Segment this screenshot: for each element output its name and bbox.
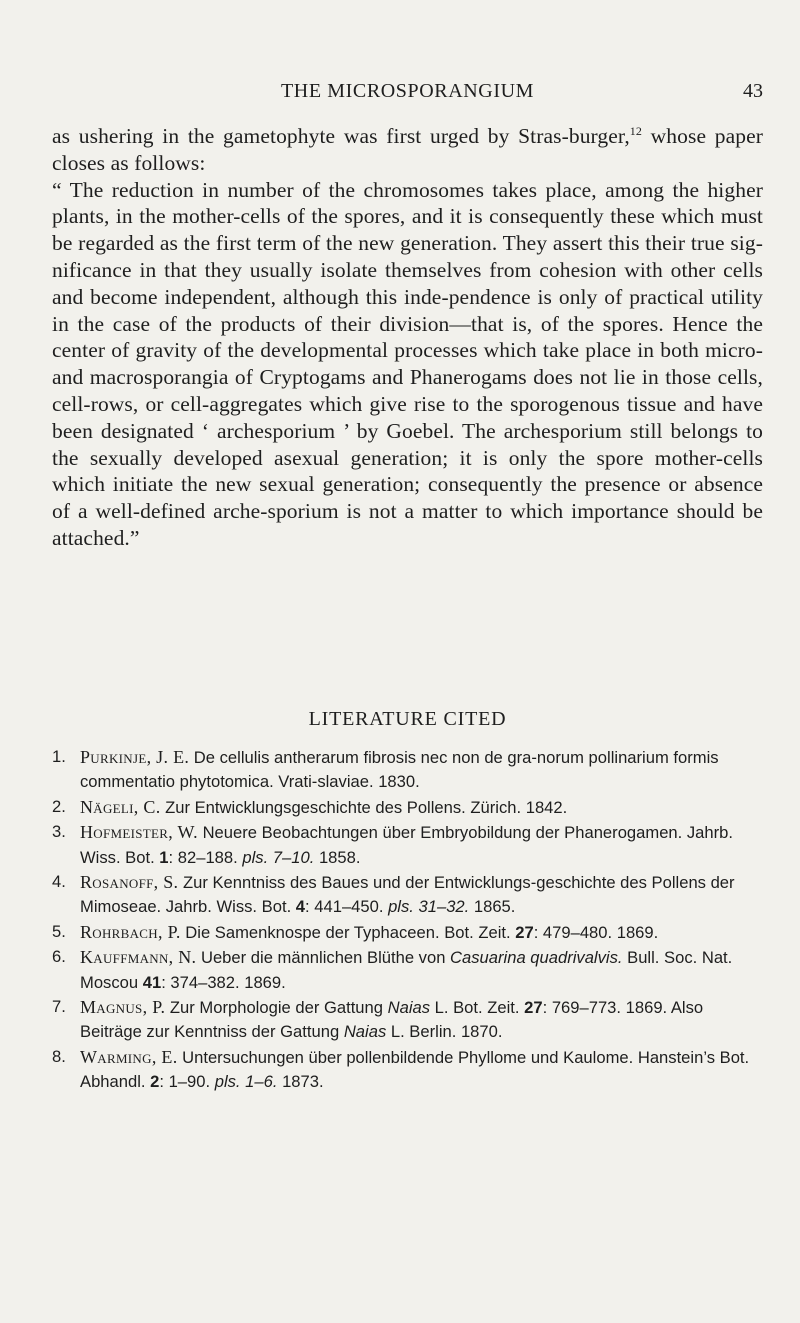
reference-number: 4. [52, 872, 66, 892]
page-number: 43 [743, 80, 763, 102]
reference-number: 1. [52, 747, 66, 766]
literature-heading: LITERATURE CITED [308, 708, 507, 730]
running-header [52, 0, 763, 100]
reference-plates: pls. 7–10. [242, 847, 315, 867]
reference-text: Zur Kenntniss des Baues und der Entwicklungs-geschichte des Pollens der Mimoseae. Jahrb. Wiss. Bot. [80, 873, 735, 917]
reference-item [52, 1045, 763, 1095]
reference-volume: 2 [150, 1072, 160, 1092]
reference-text: De cellulis antherarum fibrosis nec non de gra-norum pollinarium formis commentatio phytotomica. Vrati-slaviae. 1830. [80, 748, 719, 792]
reference-plates: pls. 31–32. [388, 897, 470, 917]
reference-item [52, 920, 763, 945]
reference-item [52, 870, 763, 920]
reference-year: 1873. [277, 1072, 324, 1092]
reference-author: Hofmeister, W. [80, 822, 198, 843]
reference-journal: L. Bot. Zeit. [430, 998, 525, 1018]
reference-text: Die Samenknospe der Typhaceen. Bot. Zeit. [180, 922, 516, 942]
body-intro-continued: whose paper closes as follows: [52, 124, 763, 175]
reference-text: Untersuchungen über pollenbildende Phyllome und Kaulome. Hanstein’s Bot. Abhandl. [80, 1047, 750, 1092]
reference-author: Warming, E. [80, 1046, 178, 1067]
body-text [52, 123, 763, 552]
reference-text: Neuere Beobachtungen über Embryobildung der Phanerogamen. Jahrb. Wiss. Bot. [80, 823, 733, 867]
reference-volume: 1 [159, 847, 169, 867]
reference-author: Magnus, P. [80, 997, 166, 1018]
reference-pages: : 374–382. 1869. [161, 972, 286, 992]
reference-genus: Naias [343, 1022, 387, 1042]
reference-item [52, 820, 763, 870]
reference-text: Zur Entwicklungsgeschichte des Pollens. Zürich. 1842. [160, 797, 568, 817]
reference-author: Rohrbach, P. [80, 921, 181, 942]
reference-number: 5. [52, 921, 66, 941]
reference-pages: : 441–450. [305, 897, 389, 917]
reference-genus: Naias [387, 998, 431, 1018]
reference-volume: 27 [515, 922, 534, 942]
reference-author: Nägeli, C. [80, 796, 161, 817]
reference-year: 1858. [314, 847, 361, 867]
reference-volume: 27 [524, 998, 543, 1018]
reference-author: Rosanoff, S. [80, 872, 179, 893]
reference-year: 1865. [469, 897, 516, 917]
reference-number: 6. [52, 947, 66, 967]
reference-number: 7. [52, 997, 66, 1017]
reference-author: Kauffmann, N. [80, 947, 197, 968]
body-intro: as ushering in the gametophyte was first urged by Stras-burger, [52, 124, 630, 148]
reference-text: Ueber die männlichen Blüthe von [196, 948, 451, 968]
reference-item [52, 945, 763, 995]
reference-text: Zur Morphologie der Gattung [165, 998, 388, 1018]
reference-number: 2. [52, 796, 66, 816]
reference-item [52, 995, 763, 1045]
reference-plates: pls. 1–6. [214, 1072, 278, 1092]
reference-author: Purkinje, J. E. [80, 747, 190, 767]
reference-species: Casuarina quadrivalvis. [450, 948, 623, 968]
reference-year: L. Berlin. 1870. [386, 1022, 503, 1042]
reference-pages: : 769–773. 1869. Also Beiträge zur Kenntniss der Gattung [80, 998, 704, 1042]
reference-volume: 41 [142, 972, 162, 992]
reference-item [52, 795, 763, 820]
reference-volume: 4 [295, 897, 306, 917]
reference-pages: : 1–90. [159, 1072, 215, 1092]
body-paragraph [52, 123, 763, 177]
reference-journal: Bull. Soc. Nat. Moscou [80, 948, 733, 992]
reference-list [52, 745, 763, 1095]
reference-pages: : 82–188. [168, 847, 243, 867]
running-title: THE MICROSPORANGIUM [280, 80, 535, 102]
block-quote: “ The reduction in number of the chromosomes takes place, among the higher plants, in the mother-cells of the spores, and it is consequently these which must be regarded as the first term of the new generation. They assert this their true sig-nificance in that they usually isolate themselves from cohesion with other cells and become independent, although this inde-pendence is only of practical utility in the case of the products of their division—that is, of the spores. Hence the center of gravity of the developmental processes which take place in both micro- and macrosporangia of Cryptogams and Phanerogams does not lie in those cells, cell-rows, or cell-aggregates which give rise to the sporogenous tissue and have been designated ‘ archesporium ’ by Goebel. The archesporium still belongs to the sexually developed asexual generation; it is only the spore mother-cells which initiate the new sexual generation; consequently the presence or absence of a well-defined arche-sporium is not a matter to which importance should be attached.” [52, 177, 763, 550]
reference-pages: : 479–480. 1869. [533, 922, 659, 942]
footnote-reference: 12 [629, 123, 642, 138]
reference-number: 3. [52, 822, 66, 842]
reference-item [52, 745, 763, 795]
reference-number: 8. [52, 1046, 66, 1066]
page [52, 0, 763, 1092]
